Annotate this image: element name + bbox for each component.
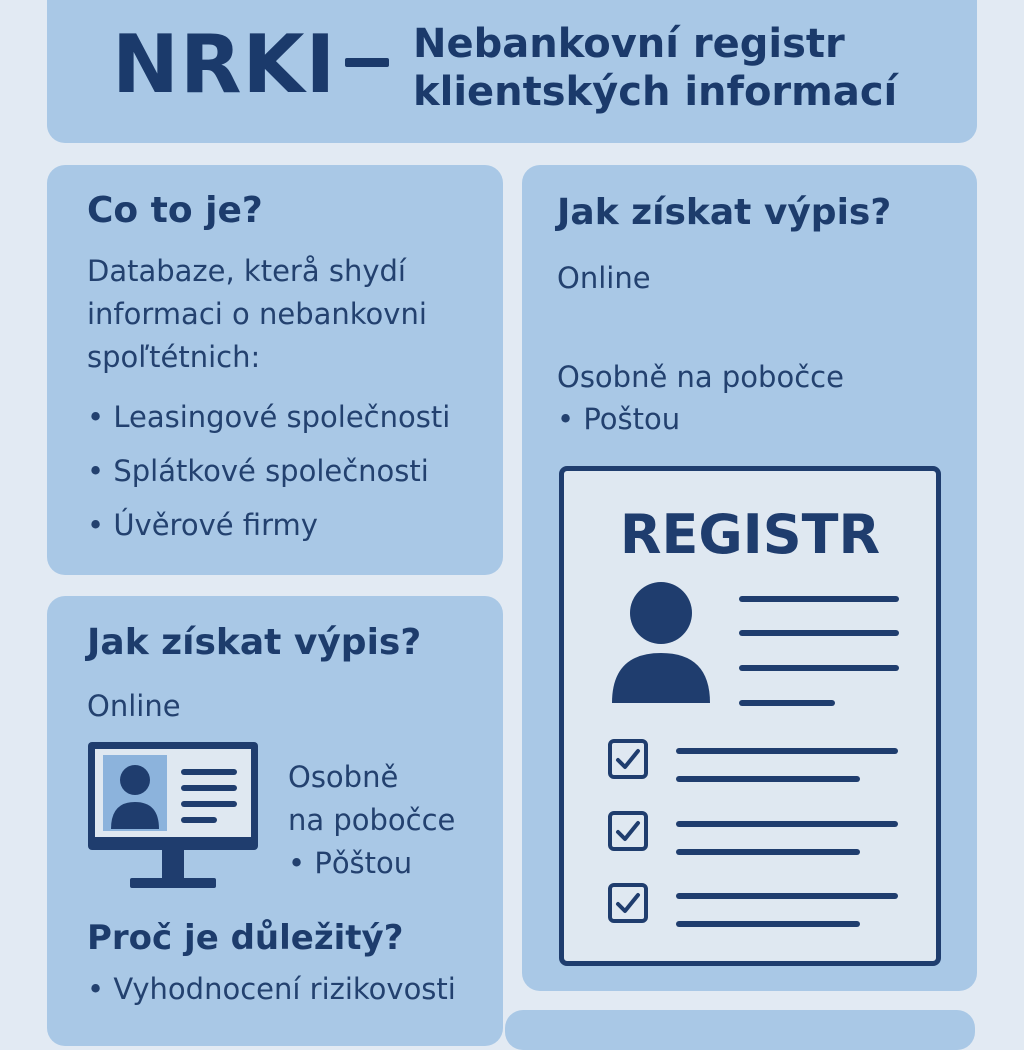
list-item [87, 498, 450, 552]
text-line [676, 821, 898, 827]
list-item-label: Splátkové společnosti [113, 454, 429, 488]
list-item-label: Úvěrové firmy [113, 508, 318, 542]
computer-monitor-icon [86, 740, 260, 892]
branch-line-1: Osobně [288, 760, 399, 794]
bullet-glyph: • [87, 400, 105, 434]
checkbox-icon [608, 883, 648, 923]
text-line [739, 665, 899, 671]
bullet-glyph: • [87, 972, 105, 1006]
list-item-label: Vyhodnocení rizikovosti [113, 972, 456, 1006]
checkbox-icon [608, 739, 648, 779]
text-line [739, 630, 899, 636]
text-line [676, 776, 860, 782]
how-left-heading: Jak získat výpis? [87, 622, 422, 663]
what-desc-line-3: spoľtétnich: [87, 340, 261, 374]
how-right-heading: Jak získat výpis? [557, 192, 892, 233]
post-label: Poštou [583, 402, 681, 436]
why-list [87, 972, 456, 1006]
how-left-branch [288, 756, 455, 885]
post-label: Pǒštou [314, 846, 413, 880]
how-right-branch: Osobně na pobočce [557, 360, 844, 394]
user-icon [608, 581, 718, 706]
text-line [676, 893, 898, 899]
what-list [87, 390, 450, 552]
list-item [87, 390, 450, 444]
header-subtitle [413, 20, 897, 116]
bottom-right-panel [505, 1010, 975, 1050]
text-line [739, 596, 899, 602]
title-dash [345, 58, 389, 67]
branch-line-2: na pobočce [288, 803, 456, 837]
post-line [288, 842, 455, 885]
checkbox-icon [608, 811, 648, 851]
subtitle-line-2: klientských informací [413, 69, 898, 115]
how-right-post [557, 398, 680, 441]
what-desc-line-2: informaci o nebankovni [87, 297, 427, 331]
list-item [87, 444, 450, 498]
text-line [739, 700, 835, 706]
what-description [87, 250, 427, 379]
why-heading: Proč je důležitý? [87, 918, 404, 958]
bullet-glyph: • [87, 454, 105, 488]
how-right-online: Online [557, 261, 651, 295]
list-item-label: Leasingové společnosti [113, 400, 451, 434]
list-item [87, 972, 456, 1006]
text-line [676, 921, 860, 927]
text-line [676, 849, 860, 855]
what-desc-line-1: Databaze, kterå shydí [87, 254, 406, 288]
subtitle-line-1: Nebankovní registr [413, 21, 845, 67]
text-line [676, 748, 898, 754]
bullet-glyph: • [87, 508, 105, 542]
bullet-glyph: • [288, 846, 306, 880]
what-heading: Co to je? [87, 190, 263, 231]
how-left-online: Online [87, 689, 181, 723]
document-title: REGISTR [619, 503, 881, 566]
bullet-glyph: • [557, 402, 575, 436]
document-icon [559, 466, 941, 966]
brand-title: NRKI [112, 18, 337, 111]
